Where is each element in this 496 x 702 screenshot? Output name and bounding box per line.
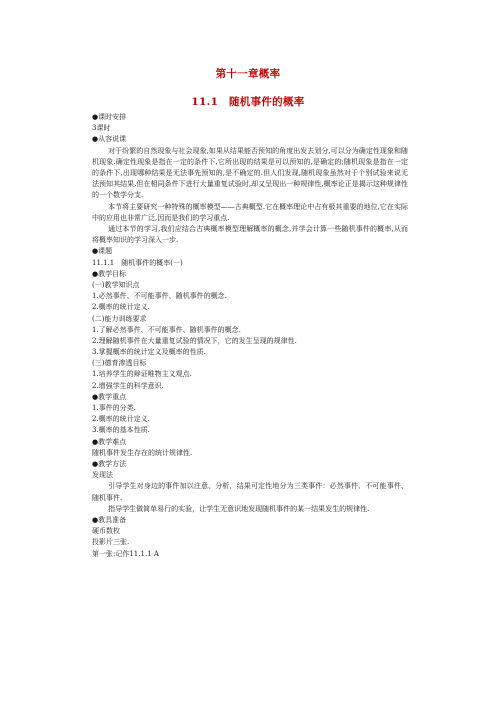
body-line: 2.概率的统计定义. xyxy=(92,415,150,424)
heading-schedule: ●课时安排 xyxy=(92,113,127,121)
paragraph-text: 引导学生对身边的事件加以注意、分析，结果可定性地分为三类事件：必然事件、不可能事件、随机事件. xyxy=(92,482,408,502)
body-line: 3.概率的基本性质. xyxy=(92,426,150,435)
paragraph xyxy=(92,224,408,246)
body-line: (三)德育渗透目标 xyxy=(92,359,147,368)
paragraph-text: 指导学生做简单易行的实验，让学生无意识地发现随机事件的某一结果发生的规律性. xyxy=(108,504,370,513)
paragraph-text: 本节将主要研究一种特殊的概率模型——古典概型.它在概率理论中占有极其重要的地位,它在实际中的应用也非常广泛,因而是我们的学习重点. xyxy=(92,202,408,222)
body-line: 第一张:记作11.1.1 A xyxy=(92,549,159,558)
paragraph-text: 对于纷繁的自然现象与社会现象,如果从结果能否预知的角度出发去划分,可以分为确定性现象和随机现象.确定性现象是指在一定的条件下,它所出现的结果是可以预知的,是确定的;随机现象是指在一定的条件下,出现哪种结果是无法事先预知的,是不确定的.但人们发现,随机现象虽然对于个别试验来说无法预知其结果,但在相同条件下进行大量重复试验时,却又呈现出一种规律性,概率论正是揭示这种规律性的一个数学分支. xyxy=(92,146,408,200)
paragraph xyxy=(92,146,408,202)
document-body xyxy=(92,112,408,560)
body-line: 3.掌握概率的统计定义及概率的性质. xyxy=(92,348,206,357)
heading-talk: ●从容说课 xyxy=(92,135,127,144)
body-line: 11.1.1 随机事件的概率(一) xyxy=(92,258,183,267)
body-line: 2.增强学生的科学意识. xyxy=(92,381,164,390)
body-line: 1.培养学生的辩证唯物主义观点. xyxy=(92,370,192,379)
body-line: 发现法 xyxy=(92,471,113,480)
body-line: 1.了解必然事件、不可能事件、随机事件的概念. xyxy=(92,325,241,334)
heading-topic: ●课题 xyxy=(92,247,113,256)
body-line: 随机事件发生存在的统计规律性. xyxy=(92,448,193,457)
paragraph xyxy=(92,202,408,224)
body-line: 1.必然事件、不可能事件、随机事件的概念. xyxy=(92,292,227,301)
body-line: 2.理解随机事件在大量重复试验的情况下，它的发生呈现的规律性. xyxy=(92,336,297,345)
body-line: 投影片三张. xyxy=(92,538,130,547)
body-line: 2.概率的统计定义. xyxy=(92,303,150,312)
body-line: (二)能力训练要求 xyxy=(92,314,147,323)
body-line: (一)教学知识点 xyxy=(92,280,140,289)
paragraph-text: 通过本节的学习,我们应结合古典概率模型理解概率的概念,并学会计算一些随机事件的概率,从而将概率知识的学习深入一步. xyxy=(92,224,408,245)
body-line: 硬币数枚 xyxy=(92,527,120,536)
heading-materials: ●教具准备 xyxy=(92,515,127,524)
paragraph xyxy=(92,481,408,503)
heading-method: ●教学方法 xyxy=(92,459,127,468)
body-line: 3课时 xyxy=(92,124,111,133)
section-title: 11.1 随机事件的概率 xyxy=(191,96,305,108)
body-line: 1.事件的分类. xyxy=(92,404,136,413)
heading-difficulty: ●教学难点 xyxy=(92,437,127,446)
heading-goals: ●教学目标 xyxy=(92,269,127,278)
paragraph xyxy=(92,504,408,515)
heading-key-points: ●教学重点 xyxy=(92,392,127,401)
chapter-title: 第十一章概率 xyxy=(215,68,281,80)
